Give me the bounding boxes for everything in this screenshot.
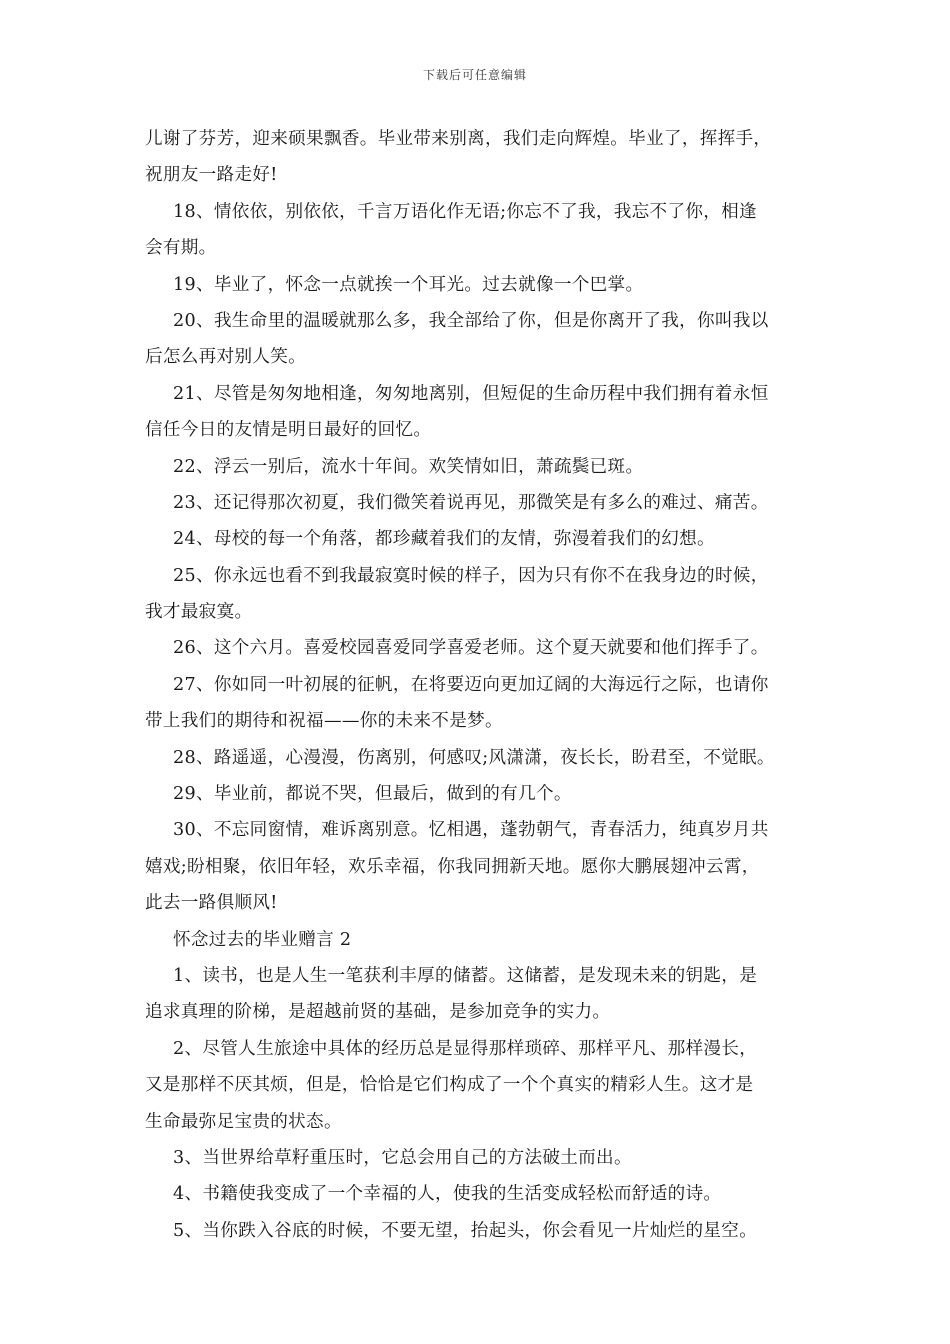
text-line: 25、你永远也看不到我最寂寞时候的样子，因为只有你不在我身边的时候， — [173, 565, 769, 586]
text-line: 23、还记得那次初夏，我们微笑着说再见，那微笑是有多么的难过、痛苦。 — [173, 492, 769, 513]
text-line: 1、读书，也是人生一笔获利丰厚的储蓄。这储蓄，是发现未来的钥匙，是 — [173, 965, 758, 986]
text-line: 又是那样不厌其烦，但是，恰恰是它们构成了一个个真实的精彩人生。这才是 — [145, 1075, 754, 1096]
text-line: 5、当你跌入谷底的时候，不要无望，抬起头，你会看见一片灿烂的星空。 — [173, 1220, 758, 1241]
text-line: 追求真理的阶梯，是超越前贤的基础，是参加竞争的实力。 — [145, 1002, 611, 1023]
text-line: 24、母校的每一个角落，都珍藏着我们的友情，弥漫着我们的幻想。 — [173, 529, 715, 550]
text-line: 带上我们的期待和祝福——你的未来不是梦。 — [145, 711, 503, 732]
text-line: 嬉戏;盼相聚，依旧年轻，欢乐幸福，你我同拥新天地。愿你大鹏展翅冲云霄， — [145, 856, 760, 877]
text-line: 2、尽管人生旅途中具体的经历总是显得那样琐碎、那样平凡、那样漫长， — [173, 1038, 758, 1059]
text-line: 3、当世界给草籽重压时，它总会用自己的方法破土而出。 — [173, 1147, 632, 1168]
document-body — [145, 121, 817, 1249]
text-line: 祝朋友一路走好! — [145, 165, 278, 186]
text-line: 29、毕业前，都说不哭，但最后，做到的有几个。 — [173, 784, 572, 805]
text-line: 后怎么再对别人笑。 — [145, 347, 307, 368]
text-line: 此去一路俱顺风! — [145, 893, 278, 914]
text-line: 生命最弥足宝贵的状态。 — [145, 1111, 342, 1132]
text-line: 18、情依依，别依依，千言万语化作无语;你忘不了我，我忘不了你，相逢 — [173, 201, 757, 222]
text-line: 4、书籍使我变成了一个幸福的人，使我的生活变成轻松而舒适的诗。 — [173, 1184, 722, 1205]
section-heading: 怀念过去的毕业赠言 2 — [173, 929, 352, 950]
text-line: 22、浮云一别后，流水十年间。欢笑情如旧，萧疏鬓已斑。 — [173, 456, 644, 477]
text-line: 会有期。 — [145, 238, 217, 259]
text-line: 21、尽管是匆匆地相逢，匆匆地离别，但短促的生命历程中我们拥有着永恒 — [173, 383, 769, 404]
text-line: 27、你如同一叶初展的征帆，在将要迈向更加辽阔的大海远行之际，也请你 — [173, 674, 769, 695]
page-header: 下载后可任意编辑 — [422, 68, 527, 82]
text-line: 26、这个六月。喜爱校园喜爱同学喜爱老师。这个夏天就要和他们挥手了。 — [173, 638, 769, 659]
text-line: 儿谢了芬芳，迎来硕果飘香。毕业带来别离，我们走向辉煌。毕业了，挥挥手， — [145, 129, 772, 149]
text-line: 28、路遥遥，心漫漫，伤离别，何感叹;风潇潇，夜长长，盼君至，不觉眠。 — [173, 747, 775, 768]
text-line: 30、不忘同窗情，难诉离别意。忆相遇，蓬勃朝气，青春活力，纯真岁月共 — [173, 820, 769, 841]
text-line: 20、我生命里的温暖就那么多，我全部给了你，但是你离开了我，你叫我以 — [173, 310, 769, 331]
text-line: 信任今日的友情是明日最好的回忆。 — [145, 420, 432, 441]
text-line: 我才最寂寞。 — [145, 602, 253, 623]
text-line: 19、毕业了，怀念一点就挨一个耳光。过去就像一个巴掌。 — [173, 274, 644, 295]
